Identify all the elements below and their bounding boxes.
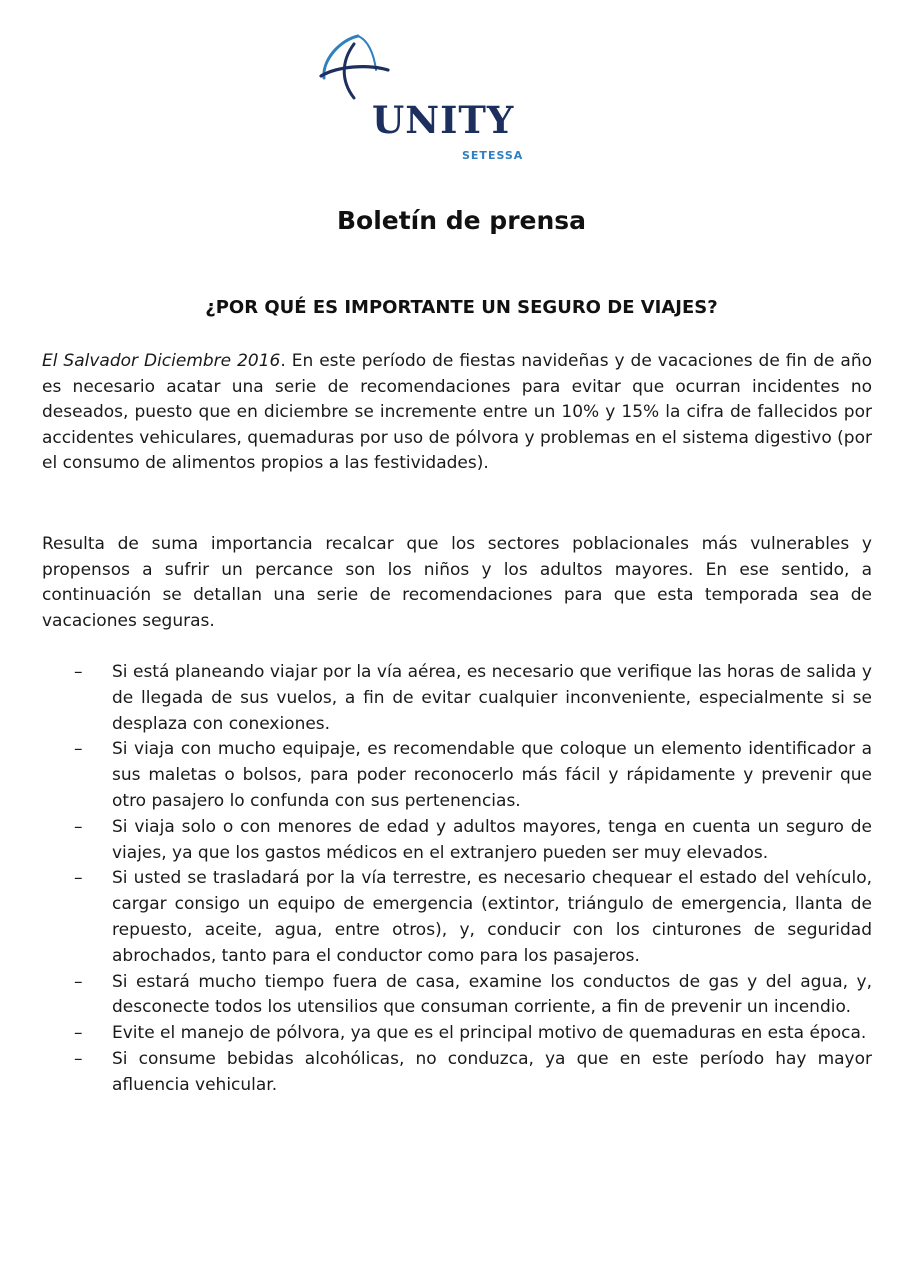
list-item-text: Si está planeando viajar por la vía aérea, es necesario que verifique las horas de salida y de llegada de sus vuelos, a fin de evitar cualquier inconveniente, especialmente si se desplaza con conexiones. xyxy=(112,662,872,734)
bullet-dash: – xyxy=(74,868,83,889)
intro-paragraph-text: . En este período de fiestas navideñas y de vacaciones de fin de año es necesario acatar una serie de recomendaciones para evitar que ocurran incidentes no deseados, puesto que en diciembre se incremente entre un 10% y 15% la cifra de fallecidos por accidentes vehiculares, quemaduras por uso de pólvora y problemas en el sistema digestivo (por el consumo de alimentos propios a las festividades). xyxy=(42,351,873,473)
context-paragraph: Resulta de suma importancia recalcar que los sectores poblacionales más vulnerables y propensos a sufrir un percance son los niños y los adultos mayores. En ese sentido, a continuación se detallan una serie de recomendaciones para que esta temporada sea de vacaciones seguras. xyxy=(42,534,872,631)
bullet-dash: – xyxy=(74,971,83,992)
list-item xyxy=(42,737,872,814)
list-item xyxy=(42,1021,872,1047)
document-headline: ¿POR QUÉ ES IMPORTANTE UN SEGURO DE VIAJES? xyxy=(205,297,718,318)
bullet-dash: – xyxy=(74,739,83,760)
dateline: El Salvador Diciembre 2016 xyxy=(42,351,281,371)
logo-wordmark: UNITY xyxy=(372,98,515,142)
list-item xyxy=(42,660,872,737)
list-item-text: Si viaja con mucho equipaje, es recomendable que coloque un elemento identificador a sus maletas o bolsos, para poder reconocerlo más fácil y rápidamente y prevenir que otro pasajero lo confunda con sus pertenencias. xyxy=(112,739,872,811)
intro-paragraph xyxy=(42,349,872,477)
list-item-text: Si usted se trasladará por la vía terrestre, es necesario chequear el estado del vehículo, cargar consigo un equipo de emergencia (extintor, triángulo de emergencia, llanta de repuesto, aceite, agua, entre otros), y, conducir con los cinturones de seguridad abrochados, tanto para el conductor como para los pasajeros. xyxy=(112,868,872,966)
document-title: Boletín de prensa xyxy=(336,206,587,235)
list-item xyxy=(42,815,872,867)
bullet-dash: – xyxy=(74,1048,83,1069)
list-item-text: Evite el manejo de pólvora, ya que es el principal motivo de quemaduras en esta época. xyxy=(112,1023,867,1044)
list-item xyxy=(42,1047,872,1099)
bullet-dash: – xyxy=(74,816,83,837)
unity-logo xyxy=(318,30,548,162)
recommendations-list xyxy=(42,660,872,1099)
logo-tagline: SETESSA xyxy=(462,149,524,162)
list-item xyxy=(42,970,872,1022)
bullet-dash: – xyxy=(74,662,83,682)
list-item xyxy=(42,866,872,969)
bullet-dash: – xyxy=(74,1023,83,1044)
list-item-text: Si estará mucho tiempo fuera de casa, examine los conductos de gas y del agua, y, desconecte todos los utensilios que consuman corriente, a fin de prevenir un incendio. xyxy=(112,971,872,1018)
list-item-text: Si consume bebidas alcohólicas, no conduzca, ya que en este período hay mayor afluencia vehicular. xyxy=(112,1048,872,1095)
list-item-text: Si viaja solo o con menores de edad y adultos mayores, tenga en cuenta un seguro de viajes, ya que los gastos médicos en el extranjero pueden ser muy elevados. xyxy=(112,816,872,863)
